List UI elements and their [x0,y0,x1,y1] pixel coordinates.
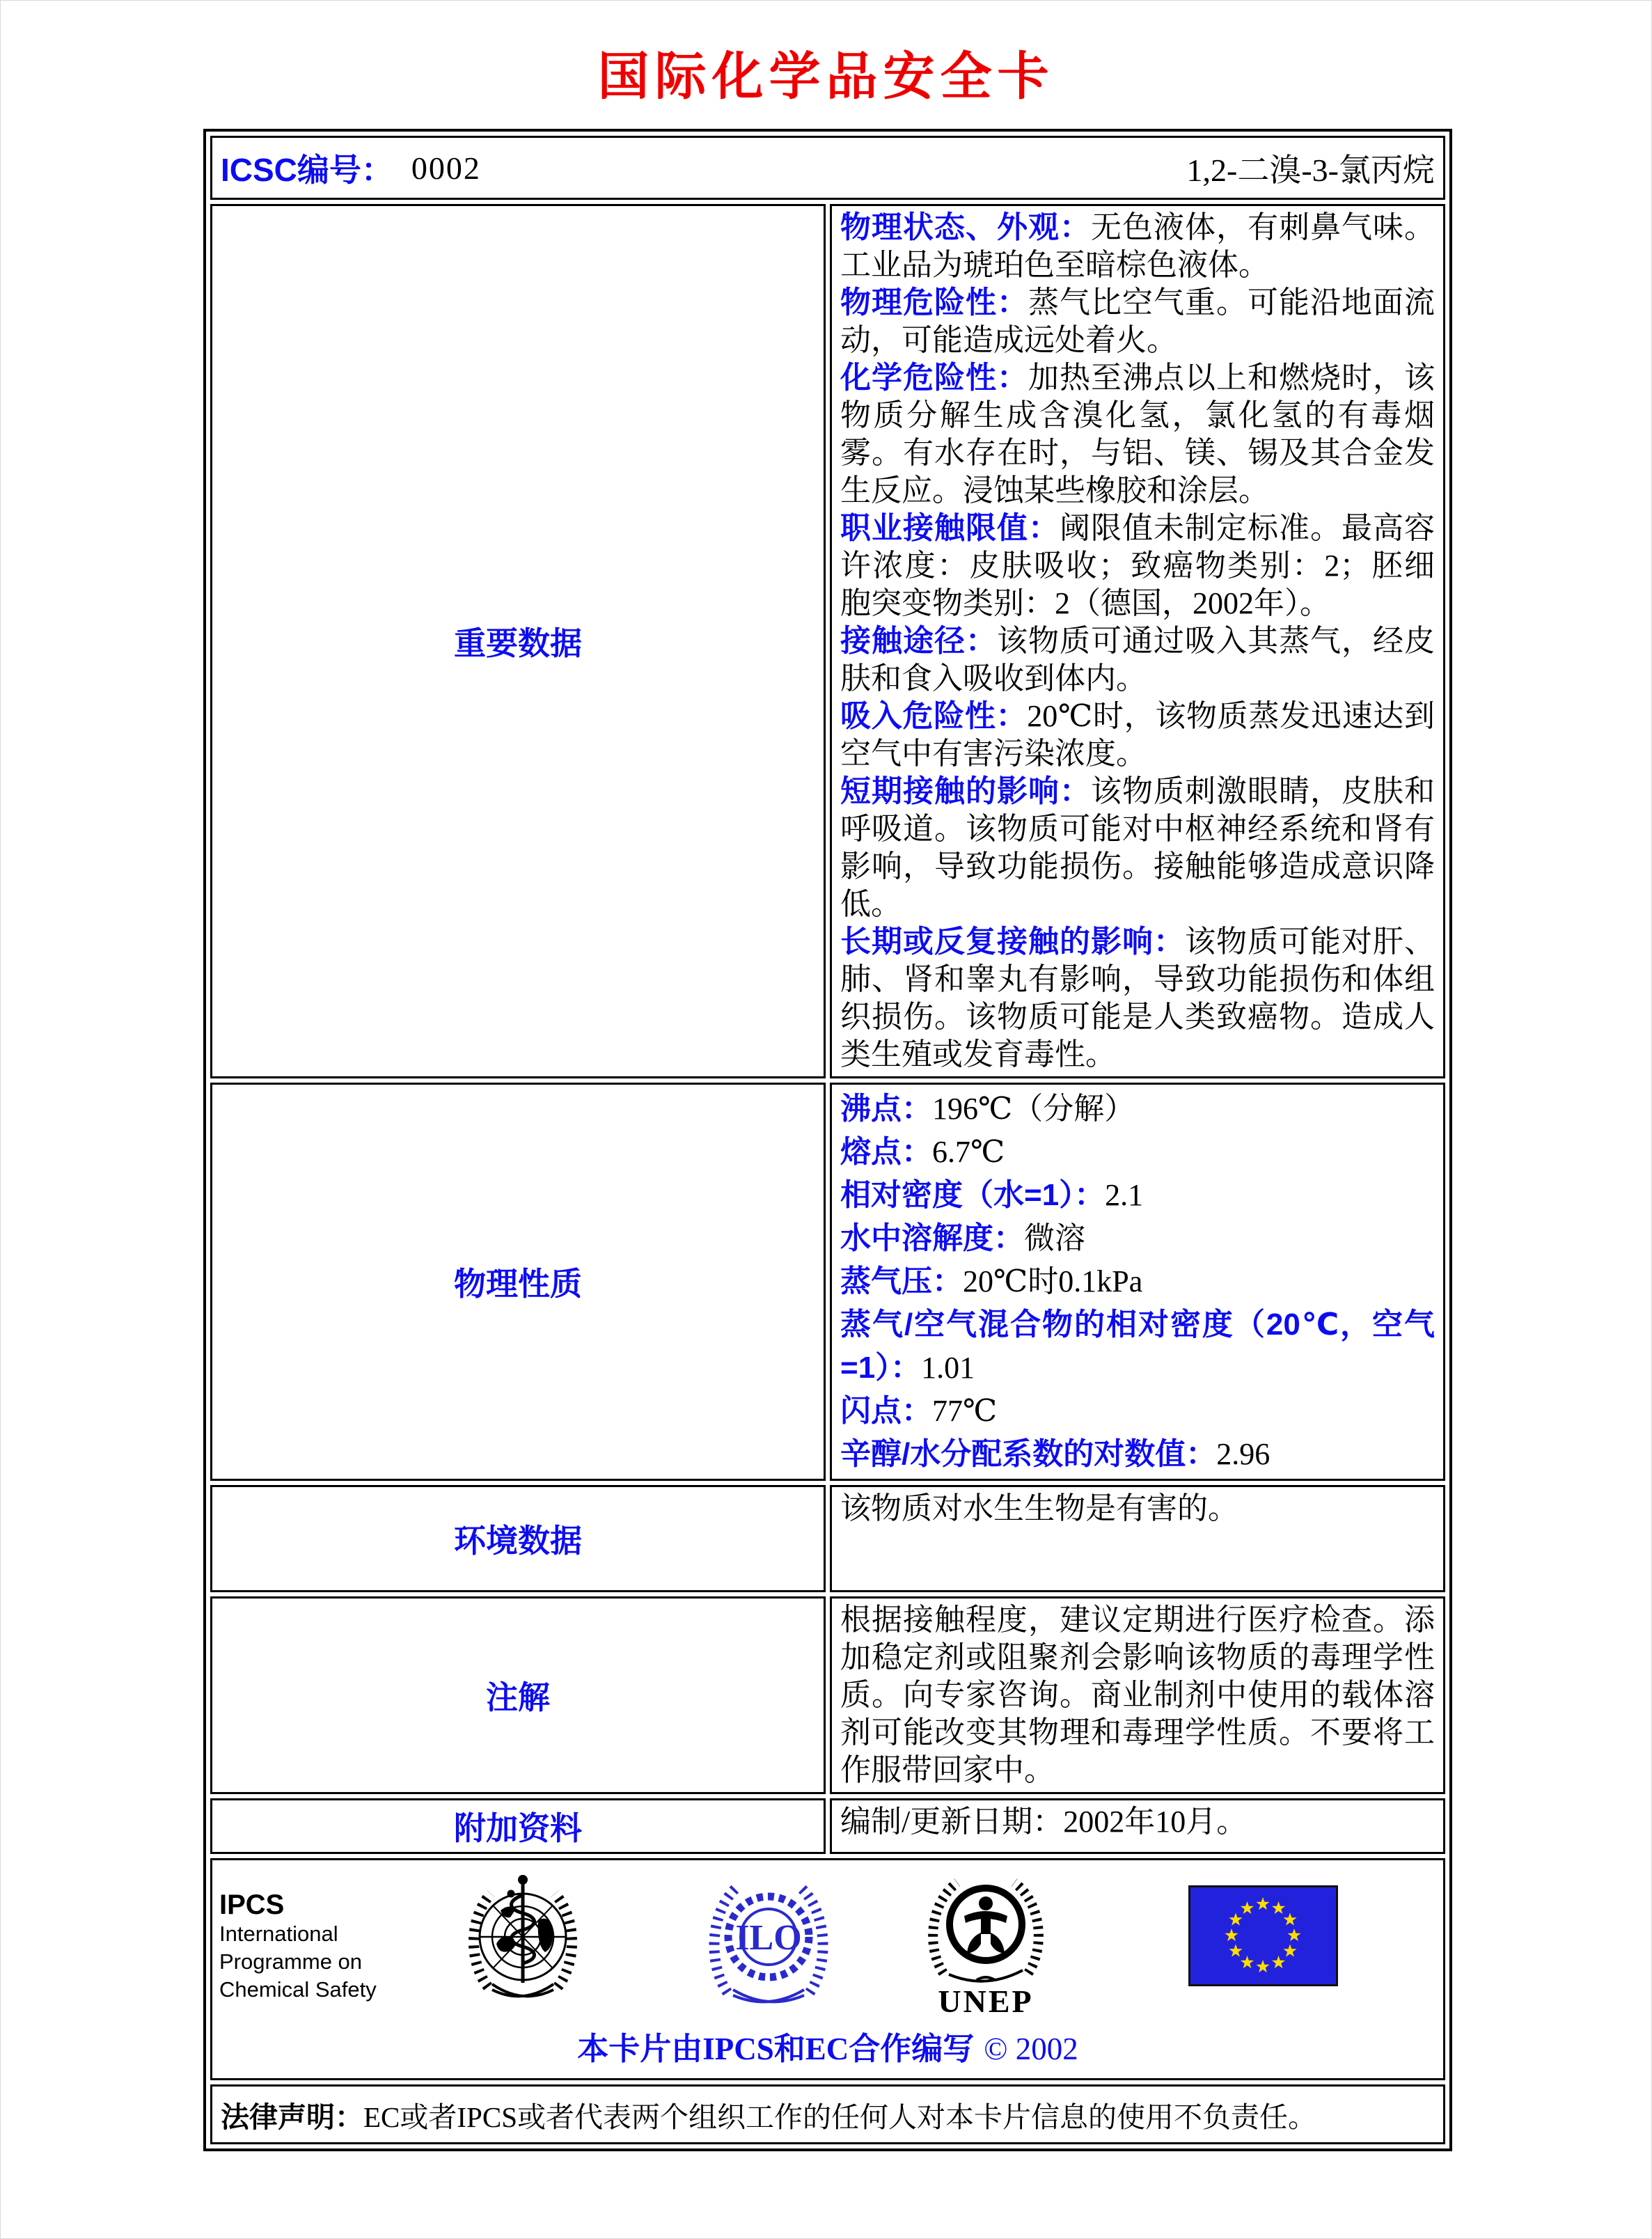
section-label-environmental-data: 环境数据 [210,1485,826,1592]
field-octanol-water: 辛醇/水分配系数的对数值：2.96 [840,1437,1271,1471]
eu-flag-icon [1188,1885,1338,1990]
field-melting-point: 熔点：6.7℃ [840,1135,1005,1169]
icsc-number-value: 0002 [411,150,481,186]
ipcs-text-block: IPCS International Programme on Chemical Safety [219,1890,393,2004]
legal-row [210,2084,1445,2144]
field-chemical-danger: 化学危险性：加热至沸点以上和燃烧时，该物质分解生成含溴化氢，氯化氢的有毒烟雾。有水存在时，与铝、镁、锡及其合金发生反应。浸蚀某些橡胶和涂层。 [840,361,1435,508]
section-label-important-data: 重要数据 [210,204,826,1078]
field-exposure-routes: 接触途径：该物质可通过吸入其蒸气，经皮肤和食入吸收到体内。 [840,624,1435,696]
section-content-physical-properties [830,1083,1445,1481]
section-label-additional-info: 附加资料 [210,1798,826,1854]
copyright-text: © 2002 [984,2032,1078,2066]
field-update-date: 编制/更新日期：2002年10月。 [840,1805,1248,1839]
section-content-environmental-data [830,1485,1445,1592]
who-logo-icon [460,1871,585,2011]
field-water-solubility: 水中溶解度：微溶 [840,1221,1085,1255]
field-notes: 根据接触程度，建议定期进行医疗检查。添加稳定剂或阻聚剂会影响该物质的毒理学性质。向专家咨询。商业制剂中使用的载体溶剂可能改变其物理和毒理学性质。不要将工作服带回家中。 [840,1603,1435,1787]
field-relative-density: 相对密度（水=1）：2.1 [840,1178,1144,1212]
icsc-number-label: ICSC编号： [221,152,393,188]
field-occupational-limits: 职业接触限值：阈限值未制定标准。最高容许浓度：皮肤吸收；致癌物类别：2；胚细胞突变物类别：2（德国，2002年）。 [840,511,1435,620]
page-title: 国际化学品安全卡 [597,49,1055,106]
field-flash-point: 闪点：77℃ [840,1394,998,1428]
field-short-term-effects: 短期接触的影响：该物质刺激眼睛，皮肤和呼吸道。该物质可能对中枢神经系统和肾有影响，导致功能损伤。接触能够造成意识降低。 [840,774,1435,921]
field-long-term-effects: 长期或反复接触的影响：该物质可能对肝、肺、肾和睾丸有影响，导致功能损伤和体组织损伤。该物质可能是人类致癌物。造成人类生殖或发育毒性。 [840,925,1435,1071]
field-physical-state: 物理状态、外观：无色液体，有刺鼻气味。工业品为琥珀色至暗棕色液体。 [840,210,1435,282]
ipcs-title: IPCS [219,1890,285,1920]
logos-row [210,1858,1445,2080]
chemical-name: 1,2-二溴-3-氯丙烷 [1186,152,1435,188]
ilo-logo-icon [704,1870,833,2013]
credit-text: 本卡片由IPCS和EC合作编写 [577,2032,975,2066]
section-label-physical-properties: 物理性质 [210,1083,826,1481]
credit-line [219,2023,1436,2068]
legal-text: EC或者IPCS或者代表两个组织工作的任何人对本卡片信息的使用不负责任。 [363,2100,1316,2133]
field-boiling-point: 沸点：196℃（分解） [840,1092,1135,1126]
section-content-additional-info [830,1798,1445,1854]
section-content-notes [830,1596,1445,1794]
field-vapor-air-density: 蒸气/空气混合物的相对密度（20℃，空气=1）：1.01 [840,1307,1435,1385]
icsc-card-table [203,129,1452,2151]
section-content-important-data [830,204,1445,1078]
unep-wordmark: UNEP [938,1983,1034,2019]
field-inhalation-risk: 吸入危险性：20℃时，该物质蒸发迅速达到空气中有害污染浓度。 [840,699,1435,771]
header-row [210,136,1445,200]
section-label-notes: 注解 [210,1596,826,1794]
ilo-letters: ILO [735,1918,802,1958]
field-vapor-pressure: 蒸气压：20℃时0.1kPa [840,1264,1143,1298]
unep-logo-icon [922,1870,1049,2018]
legal-label: 法律声明： [221,2100,363,2133]
field-environment: 该物质对水生生物是有害的。 [840,1491,1238,1525]
field-physical-danger: 物理危险性：蒸气比空气重。可能沿地面流动，可能造成远处着火。 [840,285,1435,357]
